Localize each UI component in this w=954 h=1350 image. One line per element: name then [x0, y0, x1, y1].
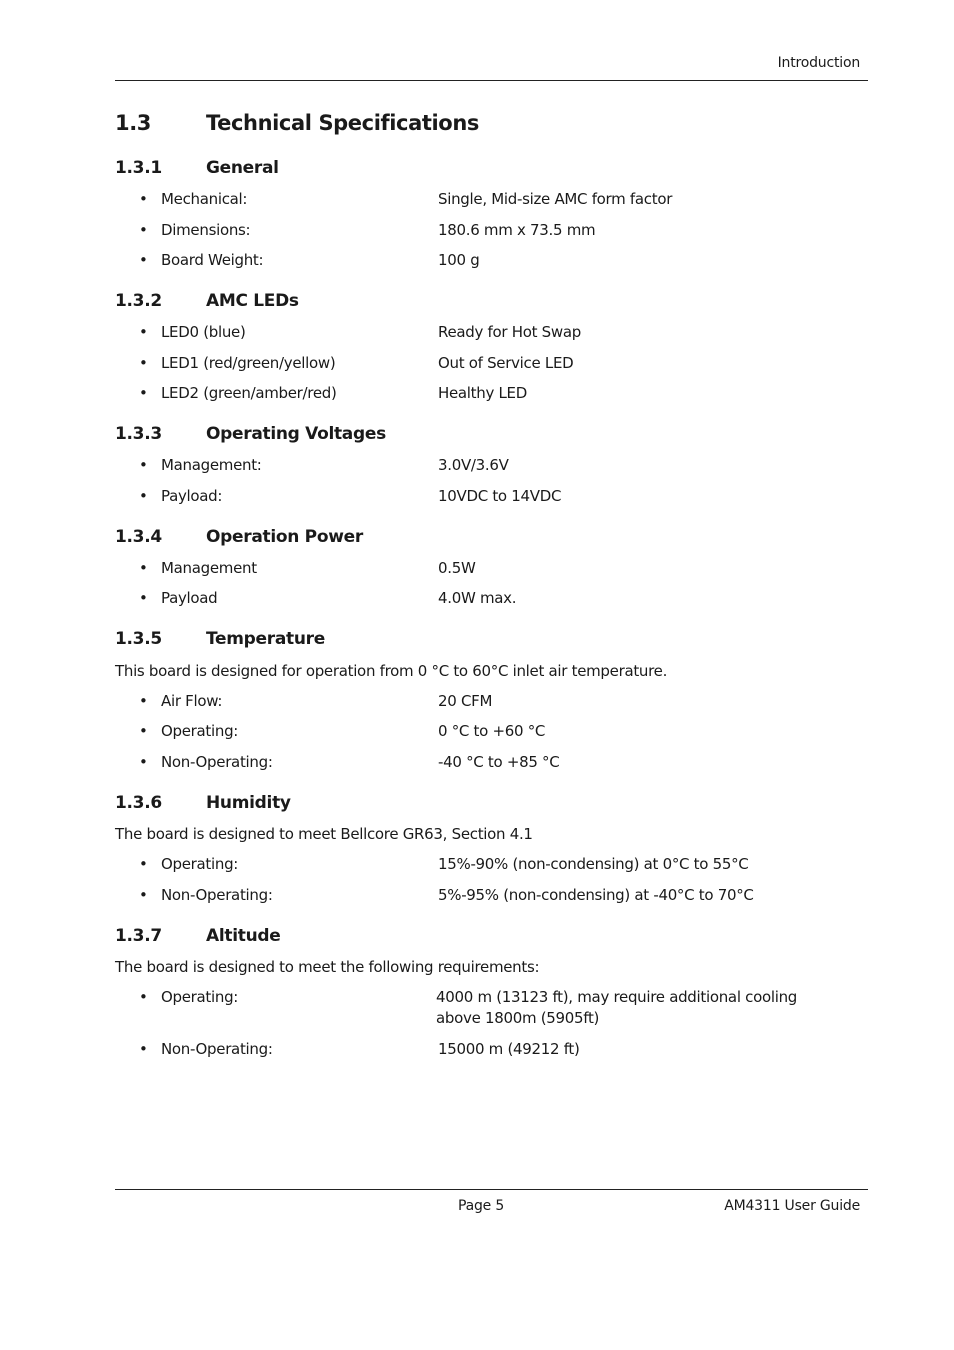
bullet: • — [139, 384, 148, 402]
spec-value: 3.0V/3.6V — [438, 456, 509, 474]
subsection-number: 1.3.1 — [115, 158, 162, 178]
spec-value: 180.6 mm x 73.5 mm — [438, 221, 596, 239]
spec-value: 4.0W max. — [438, 589, 517, 607]
document-title: AM4311 User Guide — [724, 1198, 860, 1214]
bullet: • — [139, 753, 148, 771]
bullet: • — [139, 487, 148, 505]
spec-value: Single, Mid-size AMC form factor — [438, 190, 673, 208]
footer-rule — [115, 1189, 868, 1190]
humidity-intro: The board is designed to meet Bellcore GR63, Section 4.1 — [115, 825, 533, 843]
subsection-number: 1.3.2 — [115, 291, 162, 311]
subsection-number: 1.3.6 — [115, 793, 162, 813]
spec-value: 0 °C to +60 °C — [438, 722, 546, 740]
spec-label: Mechanical: — [161, 190, 248, 208]
bullet: • — [139, 988, 148, 1006]
spec-label: Air Flow: — [161, 692, 223, 710]
temperature-intro: This board is designed for operation from 0 °C to 60°C inlet air temperature. — [115, 662, 668, 680]
subsection-title: Humidity — [206, 793, 291, 813]
bullet: • — [139, 354, 148, 372]
subsection-title: Altitude — [206, 926, 281, 946]
bullet: • — [139, 886, 148, 904]
bullet: • — [139, 692, 148, 710]
subsection-title: General — [206, 158, 279, 178]
spec-value: 4000 m (13123 ft), may require additional cooling above 1800m (5905ft) — [436, 988, 798, 1027]
spec-value: 10VDC to 14VDC — [438, 487, 562, 505]
bullet: • — [139, 589, 148, 607]
spec-label: LED2 (green/amber/red) — [161, 384, 337, 402]
spec-value: 20 CFM — [438, 692, 493, 710]
bullet: • — [139, 456, 148, 474]
spec-label: Operating: — [161, 988, 239, 1006]
spec-value: Out of Service LED — [438, 354, 574, 372]
subsection-number: 1.3.3 — [115, 424, 162, 444]
bullet: • — [139, 559, 148, 577]
spec-label: LED0 (blue) — [161, 323, 246, 341]
header-rule — [115, 80, 868, 81]
spec-value: 100 g — [438, 251, 480, 269]
spec-label: Payload: — [161, 487, 223, 505]
bullet: • — [139, 190, 148, 208]
spec-value: 0.5W — [438, 559, 476, 577]
spec-label: Non-Operating: — [161, 753, 273, 771]
bullet: • — [139, 251, 148, 269]
spec-label: Non-Operating: — [161, 1040, 273, 1058]
spec-value: 5%-95% (non-condensing) at -40°C to 70°C — [438, 886, 754, 904]
spec-label: Dimensions: — [161, 221, 251, 239]
spec-label: Operating: — [161, 722, 239, 740]
spec-value: -40 °C to +85 °C — [438, 753, 560, 771]
spec-value: 15000 m (49212 ft) — [438, 1040, 580, 1058]
bullet: • — [139, 221, 148, 239]
spec-label: Management — [161, 559, 257, 577]
spec-label: Management: — [161, 456, 262, 474]
subsection-title: AMC LEDs — [206, 291, 299, 311]
subsection-number: 1.3.4 — [115, 527, 162, 547]
spec-label: Non-Operating: — [161, 886, 273, 904]
subsection-title: Operation Power — [206, 527, 363, 547]
altitude-intro: The board is designed to meet the following requirements: — [115, 958, 540, 976]
spec-label: Payload — [161, 589, 218, 607]
page-number: Page 5 — [458, 1198, 505, 1214]
subsection-title: Temperature — [206, 629, 325, 649]
section-number: 1.3 — [115, 111, 152, 135]
spec-value: Ready for Hot Swap — [438, 323, 581, 341]
running-header: Introduction — [777, 55, 860, 71]
subsection-number: 1.3.5 — [115, 629, 162, 649]
spec-label: Board Weight: — [161, 251, 264, 269]
subsection-number: 1.3.7 — [115, 926, 162, 946]
spec-value: Healthy LED — [438, 384, 527, 402]
spec-value: 15%-90% (non-condensing) at 0°C to 55°C — [438, 855, 749, 873]
bullet: • — [139, 323, 148, 341]
spec-label: Operating: — [161, 855, 239, 873]
bullet: • — [139, 855, 148, 873]
section-title: Technical Specifications — [206, 111, 479, 135]
subsection-title: Operating Voltages — [206, 424, 386, 444]
bullet: • — [139, 1040, 148, 1058]
spec-label: LED1 (red/green/yellow) — [161, 354, 336, 372]
bullet: • — [139, 722, 148, 740]
